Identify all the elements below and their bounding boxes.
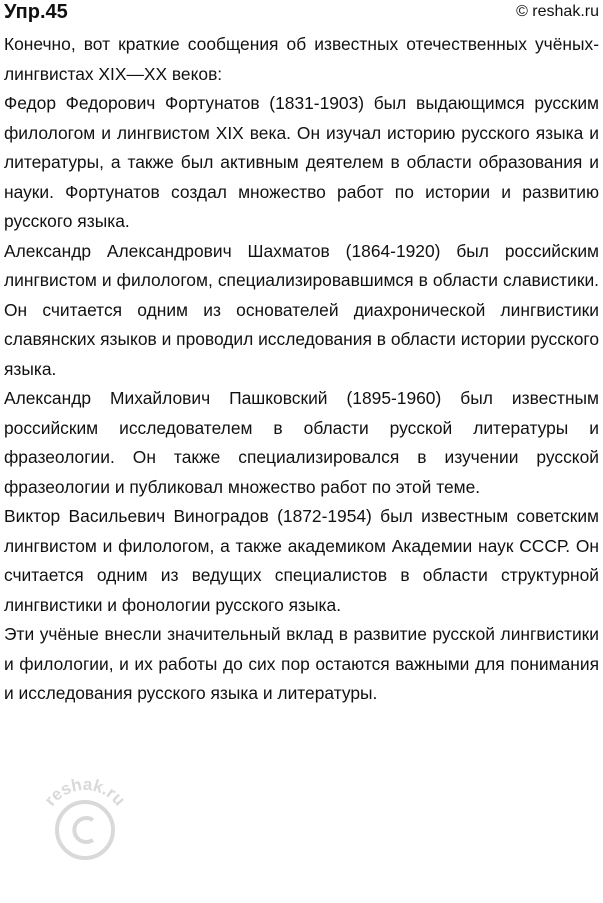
paragraph-vinogradov: Виктор Васильевич Виноградов (1872-1954) был известным советским лингвистом и филологом, а также академиком Академии наук СССР. Он считается одним из ведущих специалистов в области структурной лингвистики и фонологии русского языка. xyxy=(4,506,599,615)
site-credit: © reshak.ru xyxy=(516,3,599,20)
watermark-logo xyxy=(30,770,140,880)
paragraph-intro: Конечно, вот краткие сообщения об известных отечественных учёных-лингвистах XIX—XX веков: xyxy=(4,34,599,84)
watermark-text: reshak.ru xyxy=(40,774,130,810)
svg-text:reshak.ru xyxy=(41,775,129,810)
answer-text xyxy=(4,30,599,709)
paragraph-shakhmatov: Александр Александрович Шахматов (1864-1920) был российским лингвистом и филологом, специализировавшимся в области славистики. Он считается одним из основателей диахронической лингвистики славянских языков и проводил исследования в области истории русского языка. xyxy=(4,240,599,379)
page-header xyxy=(0,0,603,30)
paragraph-pashkovsky: Александр Михайлович Пашковский (1895-1960) был известным российским исследователем в области русской литературы и фразеологии. Он также специализировался в изучении русской фразеологии и публиковал множество работ по этой теме. xyxy=(4,388,599,497)
paragraph-fortunatov: Федор Федорович Фортунатов (1831-1903) был выдающимся русским филологом и лингвистом XIX века. Он изучал историю русского языка и литературы, а также был активным деятелем в области образования и науки. Фортунатов создал множество работ по истории и развитию русского языка. xyxy=(4,93,599,231)
paragraph-conclusion: Эти учёные внесли значительный вклад в развитие русской лингвистики и филологии, и их работы до сих пор остаются важными для понимания и исследования русского языка и литературы. xyxy=(4,624,599,703)
exercise-title: Упр.45 xyxy=(4,1,68,23)
